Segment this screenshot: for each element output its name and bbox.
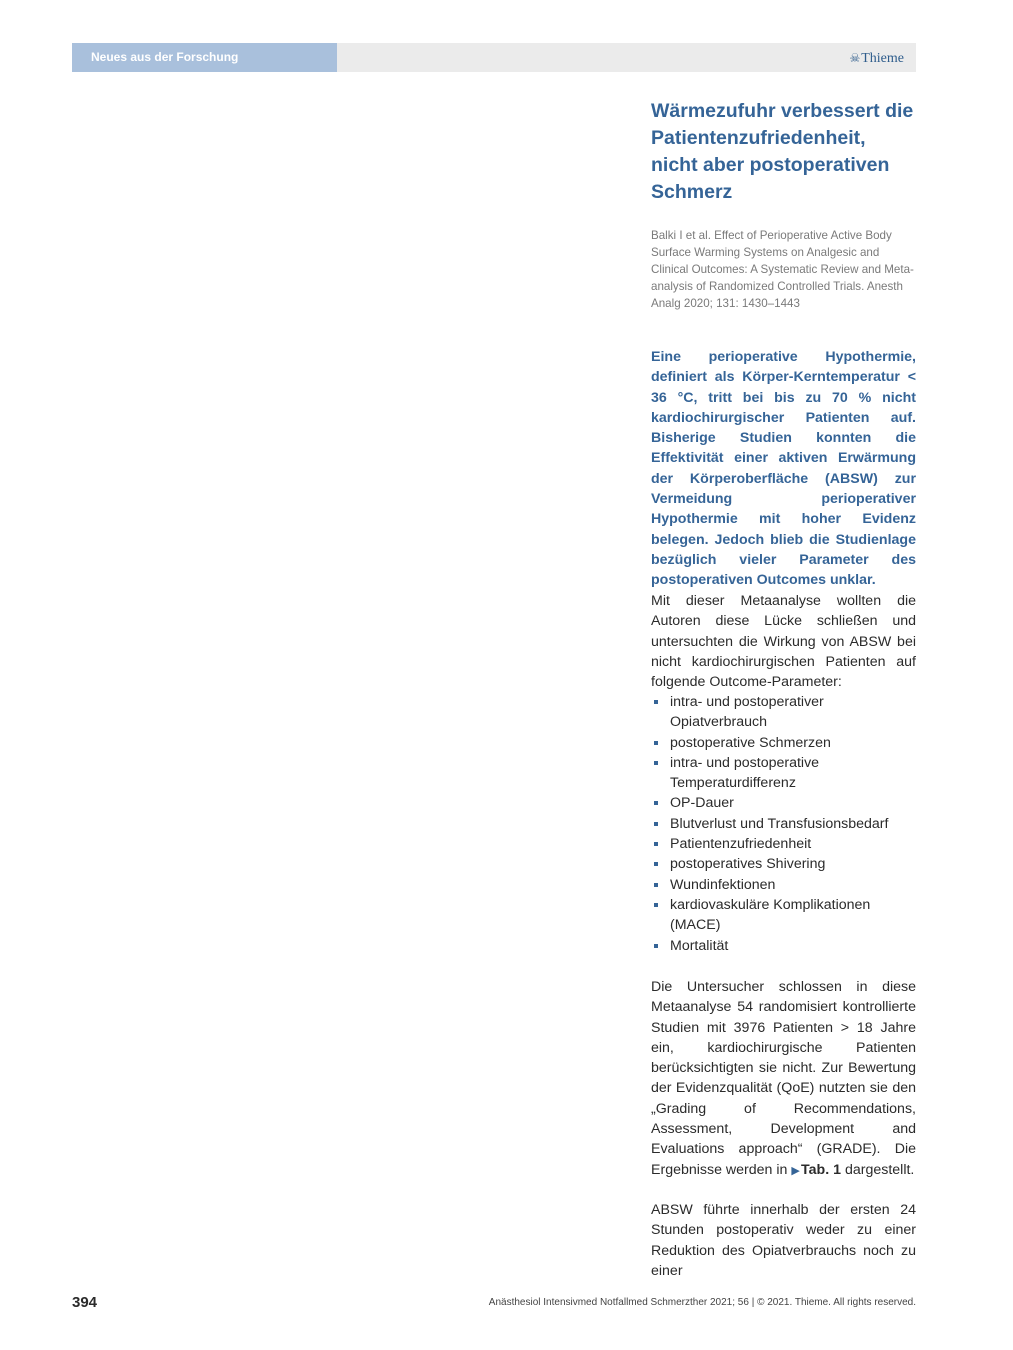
body-paragraph-methods xyxy=(651,977,916,1181)
list-item: intra- und postoperative Temperaturdifferenz xyxy=(651,753,916,794)
list-item: postoperative Schmerzen xyxy=(651,733,916,753)
bullet-icon xyxy=(654,842,658,846)
bullet-icon xyxy=(654,903,658,907)
publisher-logo xyxy=(849,43,904,72)
table-reference-arrow-icon: ▶ xyxy=(791,1164,800,1177)
article-citation: Balki I et al. Effect of Perioperative Active Body Surface Warming Systems on Analgesic and Clinical Outcomes: A Systematic Review and Meta-analysis of Randomized Controlled Trials. Anesth Analg 2020; 131: 1430–1443 xyxy=(651,229,914,310)
methods-text: Die Untersucher schlossen in diese Metaanalyse 54 randomisiert kontrollierte Studien mit 3976 Patienten > 18 Jahre ein, kardiochirurgische Patienten berücksichtigten sie nicht. Zur Bewertung der Evidenzqualität (QoE) nutzten sie den „Grading of Recommendations, Assessment, Development and Evaluations approach“ (GRADE). Die Ergebnisse werden in xyxy=(651,979,916,1178)
bullet-icon xyxy=(654,862,658,866)
list-item: kardiovaskuläre Komplikationen (MACE) xyxy=(651,895,916,936)
page-number: 394 xyxy=(72,1294,98,1311)
bullet-icon xyxy=(654,944,658,948)
list-item: postoperatives Shivering xyxy=(651,854,916,874)
list-item: Mortalität xyxy=(651,936,916,956)
list-item: Patientenzufriedenheit xyxy=(651,834,916,854)
outcome-list xyxy=(651,692,916,956)
bullet-icon xyxy=(654,883,658,887)
table-reference-link[interactable]: Tab. 1 xyxy=(801,1161,841,1178)
body-paragraph-results: ABSW führte innerhalb der ersten 24 Stunden postoperativ weder zu einer Reduktion des Opiatverbrauchs noch zu einer xyxy=(651,1202,916,1279)
article-lead: Eine perioperative Hypothermie, definiert als Körper-Kerntemperatur < 36 °C, tritt bei bis zu 70 % nicht kardiochirurgischer Patienten auf. Bisherige Studien konnten die Effektivität einer aktiven Erwärmung der Körperoberfläche (ABSW) zur Vermeidung perioperativer Hypothermie mit hoher Evidenz belegen. Jedoch blieb die Studienlage bezüglich vieler Parameter des postoperativen Outcomes unklar. xyxy=(651,349,916,589)
methods-text-end: dargestellt. xyxy=(844,1161,915,1178)
list-item: intra- und postoperativer Opiatverbrauch xyxy=(651,692,916,733)
section-label: Neues aus der Forschung xyxy=(72,43,337,72)
article-title: Wärmezufuhr verbessert die Patientenzufriedenheit, nicht aber postoperativen Schmerz xyxy=(651,100,914,203)
bullet-icon xyxy=(654,822,658,826)
running-header xyxy=(72,43,916,72)
bullet-icon xyxy=(654,761,658,765)
list-item: Wundinfektionen xyxy=(651,875,916,895)
thieme-seal-icon: ☠ xyxy=(849,51,861,65)
body-paragraph-intro: Mit dieser Metaanalyse wollten die Autoren diese Lücke schließen und untersuchten die Wirkung von ABSW bei nicht kardiochirurgischen Patienten auf folgende Outcome-Parameter: xyxy=(651,593,916,691)
bullet-icon xyxy=(654,741,658,745)
publisher-name: Thieme xyxy=(861,51,904,66)
list-item: OP-Dauer xyxy=(651,793,916,813)
list-item: Blutverlust und Transfusionsbedarf xyxy=(651,814,916,834)
bullet-icon xyxy=(654,801,658,805)
bullet-icon xyxy=(654,700,658,704)
journal-footer: Anästhesiol Intensivmed Notfallmed Schmerzther 2021; 56 | © 2021. Thieme. All rights reserved. xyxy=(488,1297,916,1308)
